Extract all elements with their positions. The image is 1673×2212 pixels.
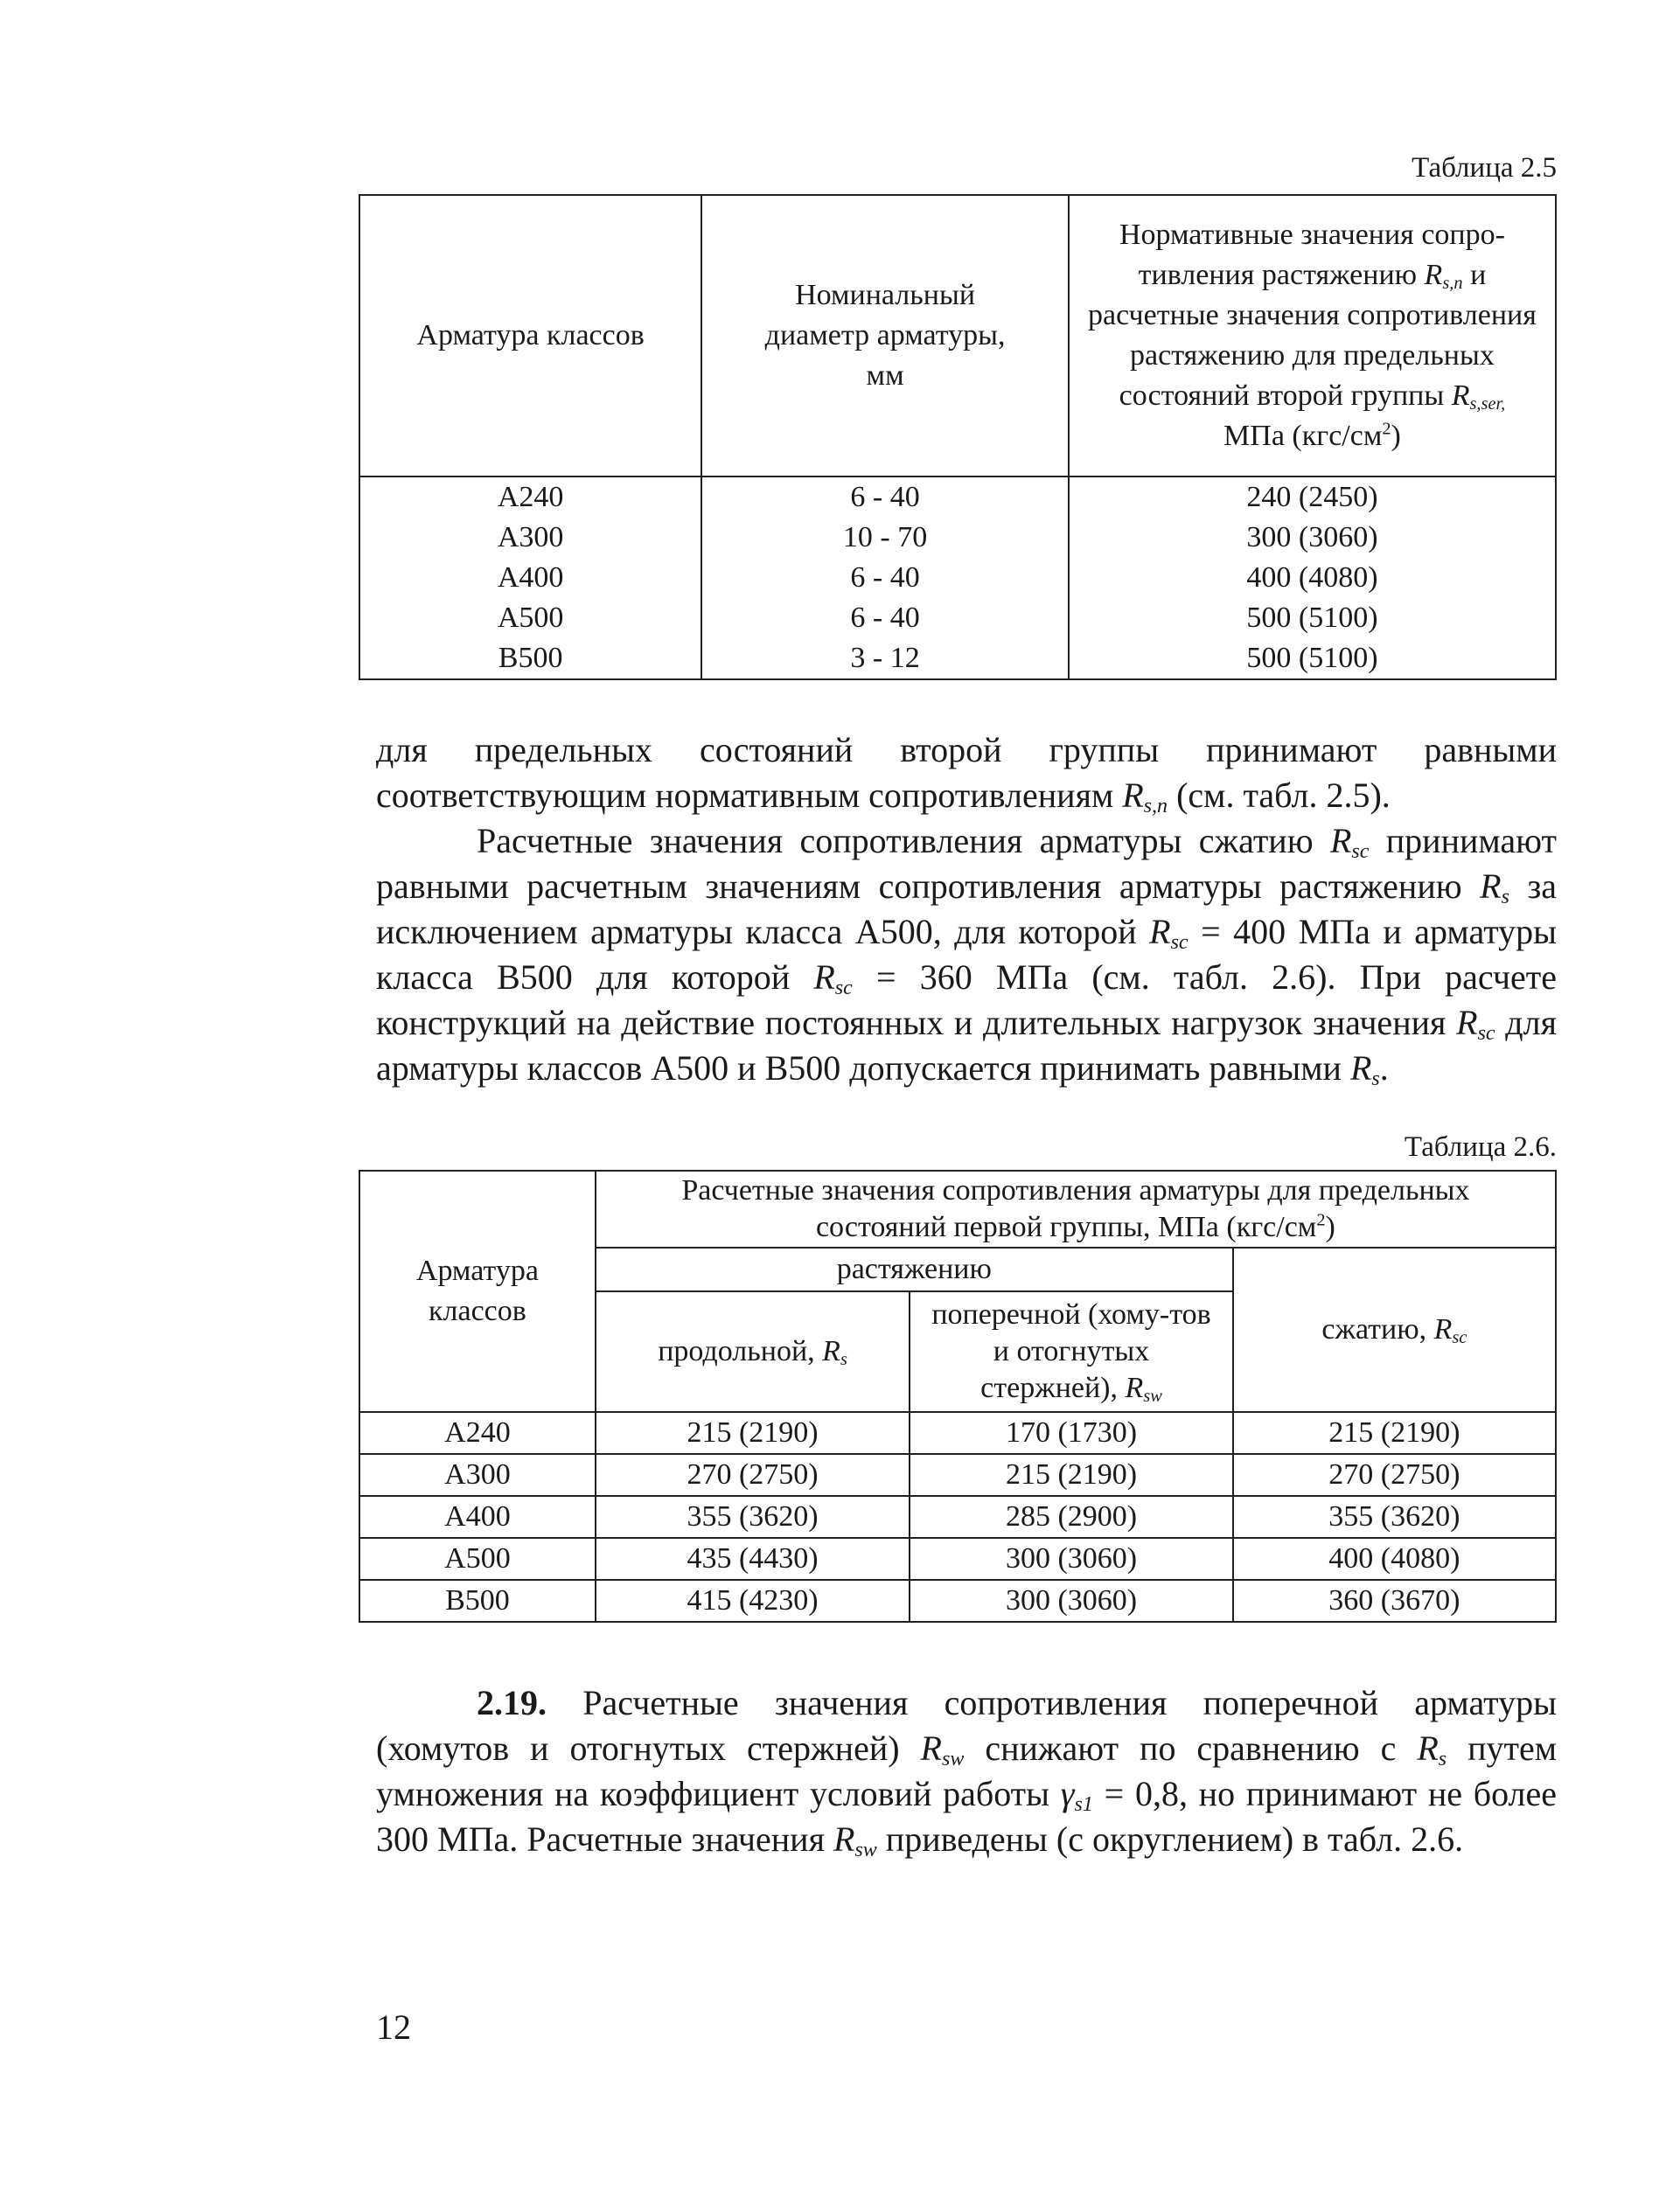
header-rebar-class: Арматура классов — [359, 1171, 596, 1412]
cell-diameter: 6 - 40 — [701, 558, 1069, 598]
cell-class: В500 — [359, 1580, 596, 1622]
cell-class: А500 — [359, 598, 701, 638]
cell-transverse: 170 (1730) — [910, 1412, 1233, 1454]
header-nominal-diameter: Номинальный диаметр арматуры, мм — [701, 195, 1069, 476]
header-group: Расчетные значения сопротивления арматуры для предельных состояний первой группы, МПа $(кгс/см^2)$ — [596, 1171, 1556, 1248]
cell-transverse: 300 (3060) — [910, 1580, 1233, 1622]
table-row — [359, 1538, 1556, 1580]
cell-class: А400 — [359, 558, 701, 598]
table-row — [359, 598, 1556, 638]
cell-class: А240 — [359, 476, 701, 518]
table-row — [359, 518, 1556, 558]
cell-longitudinal: 435 (4430) — [596, 1538, 910, 1580]
cell-class: А500 — [359, 1538, 596, 1580]
paragraph-2-19: 2.19. Расчетные значения сопротивления поперечной арматуры (хомутов и отогнутых стержней) $R_{sw}$ снижают по сравнению с $R_s$ путем умножения на коэффициент условий работы $\gamma_{s1} = 0,8$, но принимают не более 300 МПа. Расчетные значения $R_{sw}$ приведены (с округлением) в табл. 2.6. — [376, 1683, 1558, 1861]
header-compression: сжатию, $R_{sc}$ — [1233, 1248, 1556, 1412]
table-row — [359, 638, 1556, 679]
table-row — [359, 558, 1556, 598]
cell-compression: 215 (2190) — [1233, 1412, 1556, 1454]
paragraph: Расчетные значения сопротивления арматуры сжатию $R_{sc}$ принимают равными расчетным значениям сопротивления арматуры растяжению $R_s$ за исключением арматуры класса А500, для которой $R_{sc} = 400$ МПа и арматуры класса В500 для которой $R_{sc} = 360$ МПа (см. табл. 2.6). При расчете конструкций на действие постоянных и длительных нагрузок значения $R_{sc}$ для арматуры классов А500 и В500 допускается принимать равными $R_s$. — [376, 821, 1558, 1090]
body-text-2 — [376, 1680, 1557, 1862]
cell-compression: 360 (3670) — [1233, 1580, 1556, 1622]
table-row — [359, 1412, 1556, 1454]
table-row — [359, 476, 1556, 518]
cell-diameter: 6 - 40 — [701, 598, 1069, 638]
cell-value: 500 (5100) — [1069, 598, 1556, 638]
cell-diameter: 3 - 12 — [701, 638, 1069, 679]
cell-value: 240 (2450) — [1069, 476, 1556, 518]
table-header-row — [359, 1171, 1556, 1248]
page-number: 12 — [376, 2007, 411, 2047]
cell-class: А240 — [359, 1412, 596, 1454]
cell-diameter: 6 - 40 — [701, 476, 1069, 518]
table-header-row — [359, 195, 1556, 476]
cell-compression: 400 (4080) — [1233, 1538, 1556, 1580]
section-number: 2.19. — [477, 1683, 547, 1722]
cell-compression: 355 (3620) — [1233, 1496, 1556, 1538]
paragraph: для предельных состояний второй группы принимают равными соответствующим нормативным сопротивлениям $R_{s,n}$ (см. табл. 2.5). — [376, 730, 1557, 817]
cell-longitudinal: 215 (2190) — [596, 1412, 910, 1454]
header-tension: растяжению — [596, 1248, 1233, 1291]
header-longitudinal: продольной, $R_s$ — [596, 1291, 910, 1412]
header-transverse: поперечной (хому-тов и отогнутых стержней), $R_{sw}$ — [910, 1291, 1233, 1412]
cell-value: 400 (4080) — [1069, 558, 1556, 598]
cell-longitudinal: 355 (3620) — [596, 1496, 910, 1538]
cell-transverse: 300 (3060) — [910, 1538, 1233, 1580]
cell-compression: 270 (2750) — [1233, 1454, 1556, 1496]
table-2-6 — [359, 1170, 1557, 1623]
table-row — [359, 1454, 1556, 1496]
header-rebar-class: Арматура классов — [359, 195, 701, 476]
cell-longitudinal: 415 (4230) — [596, 1580, 910, 1622]
table-2-6-caption: Таблица 2.6. — [1404, 1131, 1557, 1163]
cell-value: 300 (3060) — [1069, 518, 1556, 558]
cell-transverse: 285 (2900) — [910, 1496, 1233, 1538]
table-row — [359, 1496, 1556, 1538]
cell-diameter: 10 - 70 — [701, 518, 1069, 558]
cell-class: В500 — [359, 638, 701, 679]
cell-class: А300 — [359, 518, 701, 558]
cell-value: 500 (5100) — [1069, 638, 1556, 679]
table-row — [359, 1580, 1556, 1622]
table-2-5-caption: Таблица 2.5 — [1412, 152, 1557, 184]
cell-longitudinal: 270 (2750) — [596, 1454, 910, 1496]
cell-class: А400 — [359, 1496, 596, 1538]
cell-transverse: 215 (2190) — [910, 1454, 1233, 1496]
cell-class: А300 — [359, 1454, 596, 1496]
body-text-1 — [376, 727, 1557, 1091]
table-2-5 — [359, 194, 1557, 680]
header-normative-values: Нормативные значения сопро-тивления растяжению $R_{s,n}$ и расчетные значения сопротивления растяжению для предельных состояний второй группы $R_{s,ser,}$ МПа $(кгс/см^2)$ — [1069, 195, 1556, 476]
